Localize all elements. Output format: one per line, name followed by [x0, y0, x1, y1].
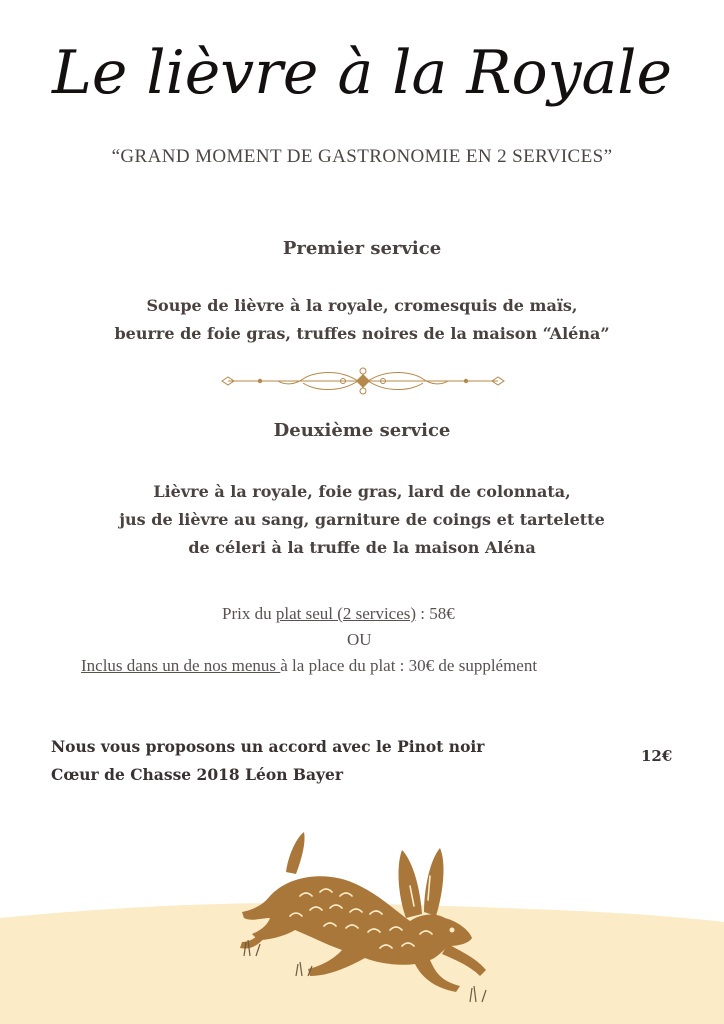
dish-line: de céleri à la truffe de la maison Aléna: [188, 538, 536, 557]
wine-price: 12€: [641, 747, 673, 765]
dish-price: : 58€: [416, 604, 455, 623]
menu-price-line: [81, 656, 537, 676]
hare-woodcut-icon: [230, 826, 500, 1016]
dish-line: jus de lièvre au sang, garniture de coings et tartelette: [119, 510, 605, 529]
second-service-description: [0, 478, 724, 562]
wine-pairing: [51, 733, 484, 789]
second-service-heading: Deuxième service: [273, 420, 451, 441]
flourish-divider-icon: [218, 366, 508, 396]
wine-line: Cœur de Chasse 2018 Léon Bayer: [51, 765, 344, 784]
menu-supplement: à la place du plat : 30€ de supplément: [280, 656, 538, 675]
first-service-description: [0, 292, 724, 348]
menu-included-link[interactable]: Inclus dans un de nos menus: [81, 656, 281, 675]
price-prefix: Prix du: [222, 604, 276, 623]
menu-subtitle: “GRAND MOMENT DE GASTRONOMIE EN 2 SERVICES”: [111, 146, 613, 167]
dish-line: Soupe de lièvre à la royale, cromesquis de maïs,: [146, 296, 578, 315]
dish-price-line: [222, 604, 455, 624]
dish-line: Lièvre à la royale, foie gras, lard de colonnata,: [153, 482, 571, 501]
menu-title: Le lièvre à la Royale: [51, 38, 672, 108]
wine-line: Nous vous proposons un accord avec le Pinot noir: [51, 737, 485, 756]
dish-only-link[interactable]: plat seul (2 services): [275, 604, 417, 623]
first-service-heading: Premier service: [282, 238, 442, 259]
dish-line: beurre de foie gras, truffes noires de la maison “Aléna”: [114, 324, 610, 343]
or-separator: OU: [347, 630, 372, 649]
